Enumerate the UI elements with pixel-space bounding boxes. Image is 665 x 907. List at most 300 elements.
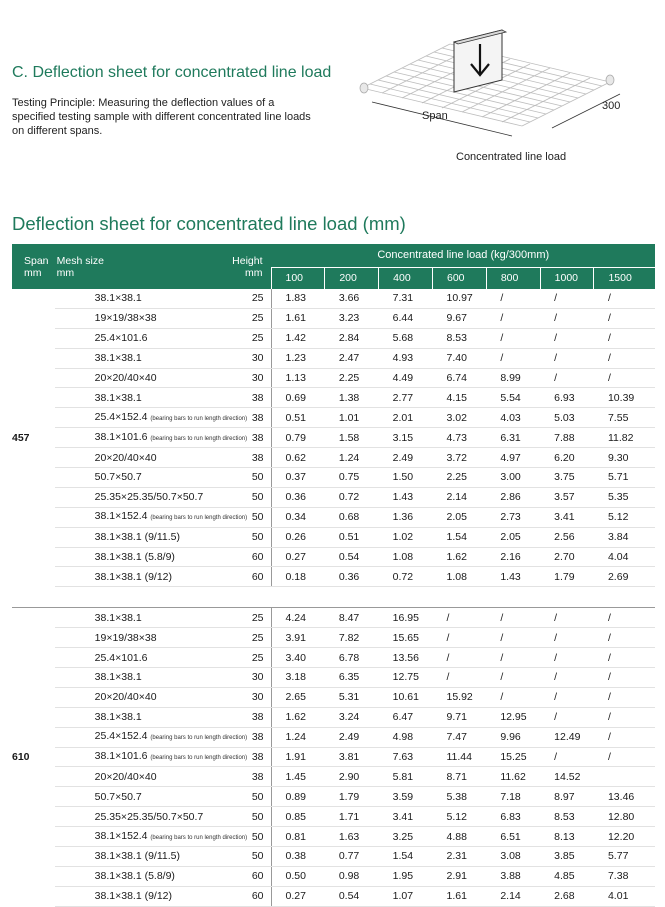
mesh-size: 38.1×38.1 <box>94 292 142 305</box>
table-title: Deflection sheet for concentrated line load (mm) <box>12 213 406 234</box>
header-span: Span mm <box>12 244 55 289</box>
deflection-value: / <box>594 668 655 688</box>
height-cell: 38 <box>222 428 271 448</box>
mesh-size-cell <box>55 487 223 507</box>
deflection-value: 16.95 <box>379 608 433 628</box>
deflection-value: / <box>540 628 594 648</box>
height-cell: 25 <box>222 308 271 328</box>
deflection-value: 4.85 <box>540 866 594 886</box>
table-row <box>12 807 655 827</box>
deflection-value: / <box>486 687 540 707</box>
deflection-value: 1.62 <box>432 547 486 567</box>
mesh-size: 20×20/40×40 <box>94 770 157 783</box>
mesh-size-cell <box>55 368 223 388</box>
mesh-size-cell <box>55 668 223 688</box>
deflection-value: 15.92 <box>432 687 486 707</box>
table-row <box>12 787 655 807</box>
deflection-value: 2.73 <box>486 507 540 527</box>
deflection-value: 2.14 <box>432 487 486 507</box>
deflection-value: / <box>594 308 655 328</box>
deflection-value: 1.79 <box>325 787 379 807</box>
deflection-value: 2.65 <box>271 687 325 707</box>
deflection-value: 3.02 <box>432 408 486 428</box>
deflection-value: 1.13 <box>271 368 325 388</box>
deflection-value: 5.77 <box>594 847 655 867</box>
deflection-value: 3.00 <box>486 468 540 488</box>
deflection-value: 3.85 <box>540 847 594 867</box>
deflection-value: / <box>540 368 594 388</box>
deflection-value: 4.97 <box>486 448 540 468</box>
height-cell: 50 <box>222 807 271 827</box>
deflection-value: 2.69 <box>594 567 655 587</box>
deflection-value: 4.98 <box>379 727 433 747</box>
height-cell: 38 <box>222 408 271 428</box>
deflection-value: 0.79 <box>271 428 325 448</box>
deflection-value: 1.08 <box>432 567 486 587</box>
height-cell: 50 <box>222 527 271 547</box>
deflection-value: 2.70 <box>540 547 594 567</box>
height-cell: 30 <box>222 368 271 388</box>
testing-principle-text: Testing Principle: Measuring the deflection values of a specified testing sample with different concentrated line loads on different spans. <box>12 97 311 137</box>
deflection-value: / <box>540 328 594 348</box>
deflection-value: 4.01 <box>594 886 655 906</box>
deflection-value: 0.75 <box>325 468 379 488</box>
mesh-size: 38.1×38.1 (9/11.5) <box>94 850 180 863</box>
deflection-value: 6.78 <box>325 648 379 668</box>
table-row <box>12 747 655 767</box>
height-cell: 50 <box>222 847 271 867</box>
mesh-size: 38.1×152.4 <box>94 510 148 523</box>
grating-load-illustration <box>352 22 652 172</box>
mesh-size-cell <box>55 289 223 308</box>
mesh-size-cell <box>55 827 248 847</box>
mesh-size-cell <box>55 767 223 787</box>
mesh-size: 38.1×38.1 (5.8/9) <box>94 870 175 883</box>
deflection-value: / <box>432 668 486 688</box>
deflection-value: / <box>594 707 655 727</box>
table-row <box>12 648 655 668</box>
table-row <box>12 289 655 308</box>
deflection-value: 3.40 <box>271 648 325 668</box>
deflection-value: 0.98 <box>325 866 379 886</box>
height-cell: 30 <box>222 668 271 688</box>
deflection-value: 1.24 <box>325 448 379 468</box>
deflection-value: 12.80 <box>594 807 655 827</box>
deflection-value: 13.56 <box>379 648 433 668</box>
deflection-value: / <box>486 608 540 628</box>
table-row <box>12 348 655 368</box>
mesh-size-cell <box>55 448 223 468</box>
mesh-size-cell <box>55 608 223 628</box>
height-cell: 38 <box>222 767 271 787</box>
table-row <box>12 368 655 388</box>
mesh-size-cell <box>55 388 223 408</box>
table-row <box>12 628 655 648</box>
deflection-value: 5.38 <box>432 787 486 807</box>
table-row <box>12 727 655 747</box>
header-load-600: 600 <box>432 267 486 289</box>
deflection-value: 4.15 <box>432 388 486 408</box>
deflection-value: 4.73 <box>432 428 486 448</box>
deflection-value: 0.37 <box>271 468 325 488</box>
deflection-value: 9.96 <box>486 727 540 747</box>
deflection-value: 1.24 <box>271 727 325 747</box>
table-row <box>12 886 655 906</box>
mesh-size-cell <box>55 308 223 328</box>
table-row <box>12 308 655 328</box>
deflection-value: 9.30 <box>594 448 655 468</box>
deflection-value: 10.97 <box>432 289 486 308</box>
deflection-value: 2.05 <box>486 527 540 547</box>
table-row <box>12 687 655 707</box>
deflection-value: 7.31 <box>379 289 433 308</box>
deflection-value: 2.16 <box>486 547 540 567</box>
deflection-value: / <box>594 687 655 707</box>
deflection-value: 6.47 <box>379 707 433 727</box>
deflection-value: / <box>540 608 594 628</box>
deflection-value: 6.51 <box>486 827 540 847</box>
height-cell: 60 <box>222 567 271 587</box>
deflection-value: 11.44 <box>432 747 486 767</box>
deflection-value: / <box>594 628 655 648</box>
deflection-value: 0.72 <box>325 487 379 507</box>
deflection-value: 0.85 <box>271 807 325 827</box>
mesh-note: (bearing bars to run length direction) <box>150 415 248 422</box>
deflection-value: 2.49 <box>379 448 433 468</box>
deflection-value: 0.89 <box>271 787 325 807</box>
deflection-value: 0.51 <box>325 527 379 547</box>
deflection-value: 3.08 <box>486 847 540 867</box>
deflection-value: / <box>486 348 540 368</box>
deflection-value: 10.61 <box>379 687 433 707</box>
deflection-value: 7.82 <box>325 628 379 648</box>
deflection-value: 0.51 <box>271 408 325 428</box>
deflection-value: 7.63 <box>379 747 433 767</box>
deflection-value: 12.49 <box>540 727 594 747</box>
deflection-value: 2.49 <box>325 727 379 747</box>
mesh-size: 38.1×38.1 <box>94 391 142 404</box>
table-row <box>12 547 655 567</box>
mesh-size: 50.7×50.7 <box>94 790 142 803</box>
height-cell: 50 <box>222 468 271 488</box>
mesh-size-cell <box>55 567 223 587</box>
deflection-value: 4.03 <box>486 408 540 428</box>
span-value: 610 <box>12 751 30 764</box>
mesh-size-cell <box>55 886 223 906</box>
deflection-value: 1.61 <box>432 886 486 906</box>
deflection-value: 1.38 <box>325 388 379 408</box>
deflection-value: 1.50 <box>379 468 433 488</box>
deflection-value: 3.75 <box>540 468 594 488</box>
height-cell: 30 <box>222 687 271 707</box>
mesh-size-cell <box>55 507 248 527</box>
deflection-value: 6.44 <box>379 308 433 328</box>
deflection-value: 12.20 <box>594 827 655 847</box>
deflection-value: / <box>594 648 655 668</box>
table-row <box>12 827 655 847</box>
mesh-size-cell <box>55 328 223 348</box>
height-cell: 25 <box>222 328 271 348</box>
deflection-value: / <box>432 628 486 648</box>
deflection-value: 1.42 <box>271 328 325 348</box>
table-row <box>12 468 655 488</box>
deflection-value: 3.57 <box>540 487 594 507</box>
deflection-value: 0.81 <box>271 827 325 847</box>
deflection-value: 1.61 <box>271 308 325 328</box>
deflection-value: 3.24 <box>325 707 379 727</box>
mesh-size: 25.35×25.35/50.7×50.7 <box>94 810 204 823</box>
height-cell: 60 <box>222 547 271 567</box>
deflection-value: / <box>540 348 594 368</box>
deflection-value: 0.68 <box>325 507 379 527</box>
deflection-value: / <box>540 747 594 767</box>
mesh-size: 25.4×101.6 <box>94 332 148 345</box>
deflection-value: 2.90 <box>325 767 379 787</box>
deflection-value: 5.31 <box>325 687 379 707</box>
deflection-value: 0.54 <box>325 547 379 567</box>
deflection-value: 5.12 <box>432 807 486 827</box>
deflection-value: / <box>486 628 540 648</box>
table-row <box>12 866 655 886</box>
mesh-size: 38.1×38.1 <box>94 352 142 365</box>
span-value: 457 <box>12 431 30 444</box>
deflection-value: 5.35 <box>594 487 655 507</box>
deflection-value: 0.36 <box>271 487 325 507</box>
deflection-value: 0.54 <box>325 886 379 906</box>
mesh-size: 38.1×38.1 (9/12) <box>94 570 173 583</box>
mesh-size-cell <box>55 727 248 747</box>
mesh-note: (bearing bars to run length direction) <box>150 834 248 841</box>
deflection-value: 6.31 <box>486 428 540 448</box>
deflection-value: 5.12 <box>594 507 655 527</box>
deflection-value: 4.49 <box>379 368 433 388</box>
mesh-size-cell <box>55 408 248 428</box>
table-row <box>12 428 655 448</box>
mesh-size-cell <box>55 468 223 488</box>
illustration-caption: Concentrated line load <box>456 151 567 163</box>
mesh-size: 38.1×38.1 (5.8/9) <box>94 551 175 564</box>
mesh-size: 25.4×101.6 <box>94 651 148 664</box>
deflection-value: 11.82 <box>594 428 655 448</box>
mesh-size-cell <box>55 687 223 707</box>
deflection-value: / <box>540 707 594 727</box>
mesh-size-cell <box>55 707 223 727</box>
deflection-value: 9.71 <box>432 707 486 727</box>
deflection-value: 7.40 <box>432 348 486 368</box>
deflection-value: 4.04 <box>594 547 655 567</box>
deflection-value: 3.84 <box>594 527 655 547</box>
mesh-size: 38.1×38.1 (9/12) <box>94 890 173 903</box>
deflection-value: 12.75 <box>379 668 433 688</box>
height-cell: 25 <box>222 289 271 308</box>
deflection-value: 1.58 <box>325 428 379 448</box>
deflection-value: 4.93 <box>379 348 433 368</box>
deflection-value: 14.52 <box>540 767 594 787</box>
mesh-note: (bearing bars to run length direction) <box>150 735 248 742</box>
deflection-value: 8.13 <box>540 827 594 847</box>
mesh-size: 25.4×152.4 <box>94 730 148 743</box>
mesh-size-cell <box>55 807 223 827</box>
group-gap <box>12 587 655 608</box>
mesh-size-cell <box>55 547 223 567</box>
deflection-value: / <box>486 308 540 328</box>
deflection-value: 2.84 <box>325 328 379 348</box>
deflection-value: 3.81 <box>325 747 379 767</box>
table-row <box>12 767 655 787</box>
table-row <box>12 448 655 468</box>
header-load-1500: 1500 <box>594 267 655 289</box>
mesh-size: 38.1×38.1 <box>94 671 142 684</box>
deflection-value: / <box>594 348 655 368</box>
mesh-size: 50.7×50.7 <box>94 471 142 484</box>
deflection-value: 3.41 <box>540 507 594 527</box>
section-title: C. Deflection sheet for concentrated line load <box>12 64 332 81</box>
deflection-value: 1.63 <box>325 827 379 847</box>
height-cell: 38 <box>222 707 271 727</box>
mesh-note: (bearing bars to run length direction) <box>150 515 248 522</box>
height-cell: 38 <box>222 747 271 767</box>
deflection-value: / <box>594 289 655 308</box>
deflection-value: / <box>432 648 486 668</box>
deflection-value: 1.23 <box>271 348 325 368</box>
deflection-value: 2.86 <box>486 487 540 507</box>
deflection-value: 2.77 <box>379 388 433 408</box>
mesh-size: 19×19/38×38 <box>94 312 157 325</box>
deflection-value: / <box>432 608 486 628</box>
header-load-800: 800 <box>486 267 540 289</box>
deflection-value: 8.47 <box>325 608 379 628</box>
table-row <box>12 847 655 867</box>
height-cell: 38 <box>222 448 271 468</box>
table-row <box>12 668 655 688</box>
table-row <box>12 567 655 587</box>
height-cell: 50 <box>222 487 271 507</box>
deflection-value: / <box>540 687 594 707</box>
deflection-value: 1.54 <box>432 527 486 547</box>
deflection-value: 5.54 <box>486 388 540 408</box>
deflection-value: 6.20 <box>540 448 594 468</box>
deflection-value: 3.59 <box>379 787 433 807</box>
height-cell: 25 <box>222 608 271 628</box>
deflection-value: 3.88 <box>486 866 540 886</box>
deflection-value: 3.18 <box>271 668 325 688</box>
deflection-value: 1.71 <box>325 807 379 827</box>
deflection-value: 7.55 <box>594 408 655 428</box>
deflection-value: / <box>486 668 540 688</box>
header-load-100: 100 <box>271 267 325 289</box>
header-load: Concentrated line load (kg/300mm) <box>271 244 655 267</box>
mesh-size-cell <box>55 787 223 807</box>
deflection-value: 1.79 <box>540 567 594 587</box>
deflection-value: 9.67 <box>432 308 486 328</box>
deflection-value: 3.72 <box>432 448 486 468</box>
table-row <box>12 328 655 348</box>
mesh-size: 20×20/40×40 <box>94 372 157 384</box>
deflection-value: / <box>594 368 655 388</box>
deflection-value: 8.99 <box>486 368 540 388</box>
table-row <box>12 388 655 408</box>
deflection-value: / <box>540 308 594 328</box>
mesh-size-cell <box>55 348 223 368</box>
deflection-value: 3.91 <box>271 628 325 648</box>
deflection-value: 13.46 <box>594 787 655 807</box>
deflection-value: 11.62 <box>486 767 540 787</box>
deflection-value: 2.14 <box>486 886 540 906</box>
deflection-value: 8.71 <box>432 767 486 787</box>
span-label: Span <box>422 110 448 122</box>
deflection-value: / <box>486 289 540 308</box>
deflection-value: 0.72 <box>379 567 433 587</box>
mesh-size: 38.1×152.4 <box>94 829 148 842</box>
mesh-size-cell <box>55 428 248 448</box>
table-row <box>12 507 655 527</box>
deflection-value: 1.62 <box>271 707 325 727</box>
header-load-1000: 1000 <box>540 267 594 289</box>
deflection-value: / <box>594 328 655 348</box>
mesh-note: (bearing bars to run length direction) <box>150 435 248 442</box>
deflection-value: 7.47 <box>432 727 486 747</box>
mesh-size-cell <box>55 527 223 547</box>
deflection-value: / <box>540 648 594 668</box>
deflection-value: 1.08 <box>379 547 433 567</box>
mesh-size: 25.35×25.35/50.7×50.7 <box>94 491 204 504</box>
mesh-size: 38.1×101.6 <box>94 430 148 443</box>
deflection-value: / <box>486 328 540 348</box>
height-cell: 25 <box>222 628 271 648</box>
height-cell: 25 <box>222 648 271 668</box>
deflection-value: 6.35 <box>325 668 379 688</box>
deflection-value: 2.47 <box>325 348 379 368</box>
table-row <box>12 527 655 547</box>
deflection-table <box>12 244 655 907</box>
deflection-value: 1.54 <box>379 847 433 867</box>
deflection-value: 5.71 <box>594 468 655 488</box>
deflection-value: 1.43 <box>486 567 540 587</box>
deflection-value: 1.95 <box>379 866 433 886</box>
deflection-value: 2.25 <box>325 368 379 388</box>
mesh-size: 20×20/40×40 <box>94 451 157 464</box>
height-cell: 50 <box>222 827 271 847</box>
height-cell: 50 <box>222 507 271 527</box>
deflection-value: 6.93 <box>540 388 594 408</box>
deflection-value: / <box>594 608 655 628</box>
header-mesh-size: Mesh size mm <box>55 244 223 289</box>
deflection-value: 0.62 <box>271 448 325 468</box>
table-row <box>12 608 655 628</box>
deflection-value: 2.05 <box>432 507 486 527</box>
deflection-value: 7.88 <box>540 428 594 448</box>
deflection-value: 1.02 <box>379 527 433 547</box>
deflection-value: 6.83 <box>486 807 540 827</box>
deflection-value: / <box>486 648 540 668</box>
deflection-value: 0.18 <box>271 567 325 587</box>
table-row <box>12 707 655 727</box>
deflection-value: 1.01 <box>325 408 379 428</box>
deflection-value: 4.24 <box>271 608 325 628</box>
deflection-value: 5.81 <box>379 767 433 787</box>
header-load-200: 200 <box>325 267 379 289</box>
mesh-size-cell <box>55 747 248 767</box>
deflection-value: 0.69 <box>271 388 325 408</box>
deflection-value: 0.34 <box>271 507 325 527</box>
mesh-size-cell <box>55 847 223 867</box>
mesh-size: 38.1×101.6 <box>94 750 148 763</box>
height-cell: 38 <box>222 388 271 408</box>
deflection-value: 12.95 <box>486 707 540 727</box>
deflection-value: / <box>540 668 594 688</box>
table-row <box>12 408 655 428</box>
deflection-value <box>594 767 655 787</box>
